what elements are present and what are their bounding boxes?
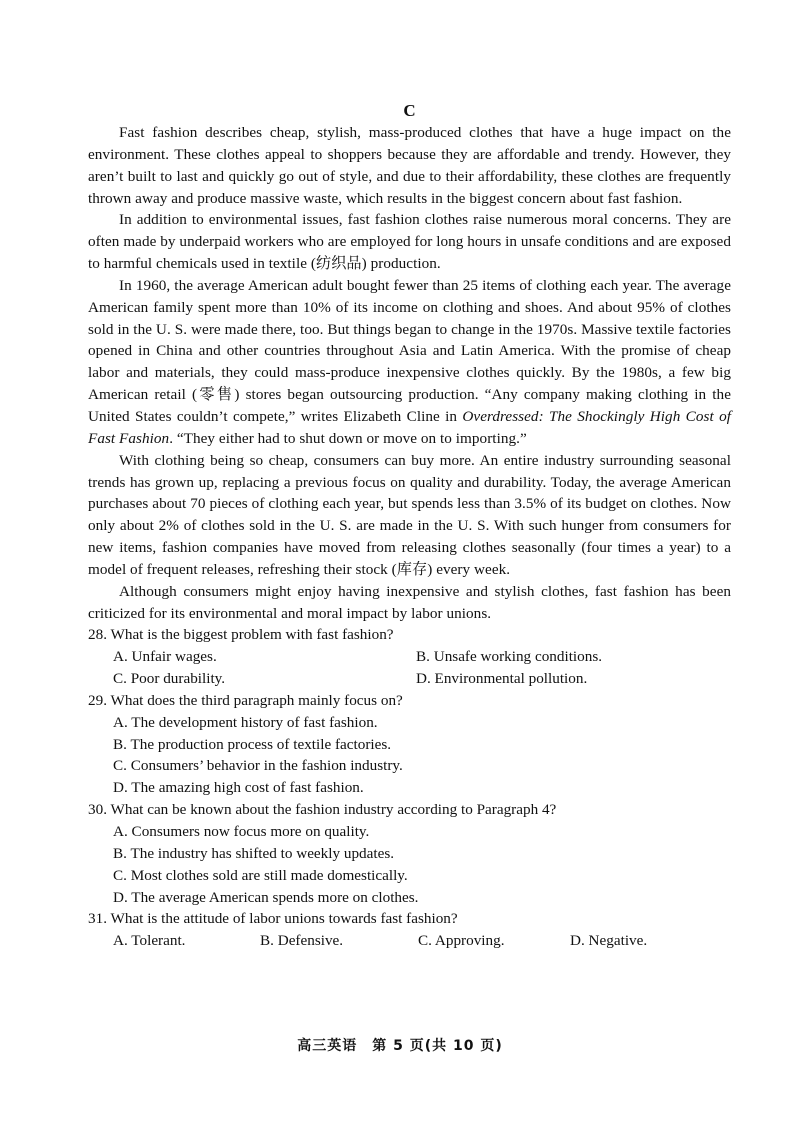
option-b[interactable]: B. Defensive. bbox=[260, 932, 344, 950]
paragraph-5: Although consumers might enjoy having inexpensive and stylish clothes, fast fashion has been criticized for its environmental and moral impact by labor unions. bbox=[88, 582, 731, 622]
question-text: What can be known about the fashion industry according to Paragraph 4? bbox=[110, 801, 557, 819]
option-b[interactable]: B. Unsafe working conditions. bbox=[416, 648, 603, 666]
question-number: 28. bbox=[88, 626, 107, 644]
options-row bbox=[88, 734, 731, 756]
options-row bbox=[88, 821, 731, 843]
question-stem bbox=[88, 624, 731, 646]
question-text: What is the attitude of labor unions towards fast fashion? bbox=[110, 910, 458, 928]
option-b[interactable]: B. The production process of textile factories. bbox=[113, 735, 392, 753]
question-number: 30. bbox=[88, 801, 107, 819]
option-d[interactable]: D. The amazing high cost of fast fashion. bbox=[113, 779, 364, 797]
question-number: 31. bbox=[88, 910, 107, 928]
options-row bbox=[88, 865, 731, 887]
question-30 bbox=[88, 799, 731, 908]
page-footer: 高三英语 第 5 页(共 10 页) bbox=[297, 1038, 503, 1054]
option-d[interactable]: D. Negative. bbox=[570, 932, 648, 950]
section-title: C bbox=[403, 101, 416, 120]
paragraph-1: Fast fashion describes cheap, stylish, mass-produced clothes that have a huge impact on the environment. These clothes appeal to shoppers because they are affordable and trendy. However, they aren’t built to last and quickly go out of style, and due to their affordability, these clothes are frequently thrown away and produce massive waste, which results in the biggest concern about fast fashion. bbox=[88, 124, 731, 207]
options-row bbox=[88, 777, 731, 799]
question-stem bbox=[88, 690, 731, 712]
option-c[interactable]: C. Poor durability. bbox=[113, 670, 226, 688]
options-row bbox=[88, 930, 731, 952]
option-a[interactable]: A. Unfair wages. bbox=[113, 648, 217, 666]
paragraph-4: With clothing being so cheap, consumers can buy more. An entire industry surrounding seasonal trends has grown up, replacing a previous focus on quality and durability. Today, the average American purchases about 70 pieces of clothing each year, but spends less than 3.5% of its budget on clothes. Now only about 2% of clothes sold in the U. S. are made in the U. S. With such hunger from consumers for new items, fashion companies have moved from releasing clothes seasonally (four times a year) to a model of frequent releases, refreshing their stock (库存) every week. bbox=[88, 451, 731, 578]
options-row bbox=[88, 843, 731, 865]
options-row bbox=[88, 755, 731, 777]
question-text: What does the third paragraph mainly focus on? bbox=[110, 691, 403, 709]
question-31 bbox=[88, 908, 731, 952]
option-a[interactable]: A. Tolerant. bbox=[113, 932, 186, 950]
paragraph-3-text-b: . “They either had to shut down or move on to importing.” bbox=[169, 429, 527, 447]
paragraph-3-text-a: In 1960, the average American adult bought fewer than 25 items of clothing each year. The average American family spent more than 10% of its income on clothing and shoes. And about 95% of clothes sold in the U. S. were made there, too. But things began to change in the 1970s. Massive textile factories opened in China and other countries throughout Asia and Latin America. With the promise of cheap labor and materials, they could mass-produce inexpensive clothes quickly. By the 1980s, a few big American retail (零售) stores began outsourcing production. “Any company making clothing in the United States couldn’t compete,” writes Elizabeth Cline in bbox=[88, 276, 731, 425]
paragraph-2: In addition to environmental issues, fast fashion clothes raise numerous moral concerns. They are often made by underpaid workers who are employed for long hours in unsafe conditions and are exposed to harmful chemicals used in textile (纺织品) production. bbox=[88, 211, 731, 273]
reading-passage bbox=[88, 122, 731, 952]
question-stem bbox=[88, 799, 731, 821]
question-text: What is the biggest problem with fast fashion? bbox=[110, 626, 394, 644]
book-title: Overdressed: The Shockingly High Cost of Fast Fashion bbox=[88, 407, 731, 447]
question-29 bbox=[88, 690, 731, 799]
paragraph-3 bbox=[88, 275, 731, 450]
question-number: 29. bbox=[88, 691, 107, 709]
option-d[interactable]: D. Environmental pollution. bbox=[416, 670, 588, 688]
option-c[interactable]: C. Consumers’ behavior in the fashion industry. bbox=[113, 757, 403, 775]
option-d[interactable]: D. The average American spends more on clothes. bbox=[113, 888, 419, 906]
options-row bbox=[88, 712, 731, 734]
options-row bbox=[88, 646, 731, 668]
option-b[interactable]: B. The industry has shifted to weekly updates. bbox=[113, 844, 395, 862]
option-a[interactable]: A. The development history of fast fashion. bbox=[113, 713, 378, 731]
options-row bbox=[88, 887, 731, 909]
option-a[interactable]: A. Consumers now focus more on quality. bbox=[113, 823, 370, 840]
options-row bbox=[88, 668, 731, 690]
question-28 bbox=[88, 624, 731, 690]
option-c[interactable]: C. Approving. bbox=[418, 932, 505, 950]
option-c[interactable]: C. Most clothes sold are still made domestically. bbox=[113, 866, 408, 884]
question-stem bbox=[88, 908, 731, 930]
